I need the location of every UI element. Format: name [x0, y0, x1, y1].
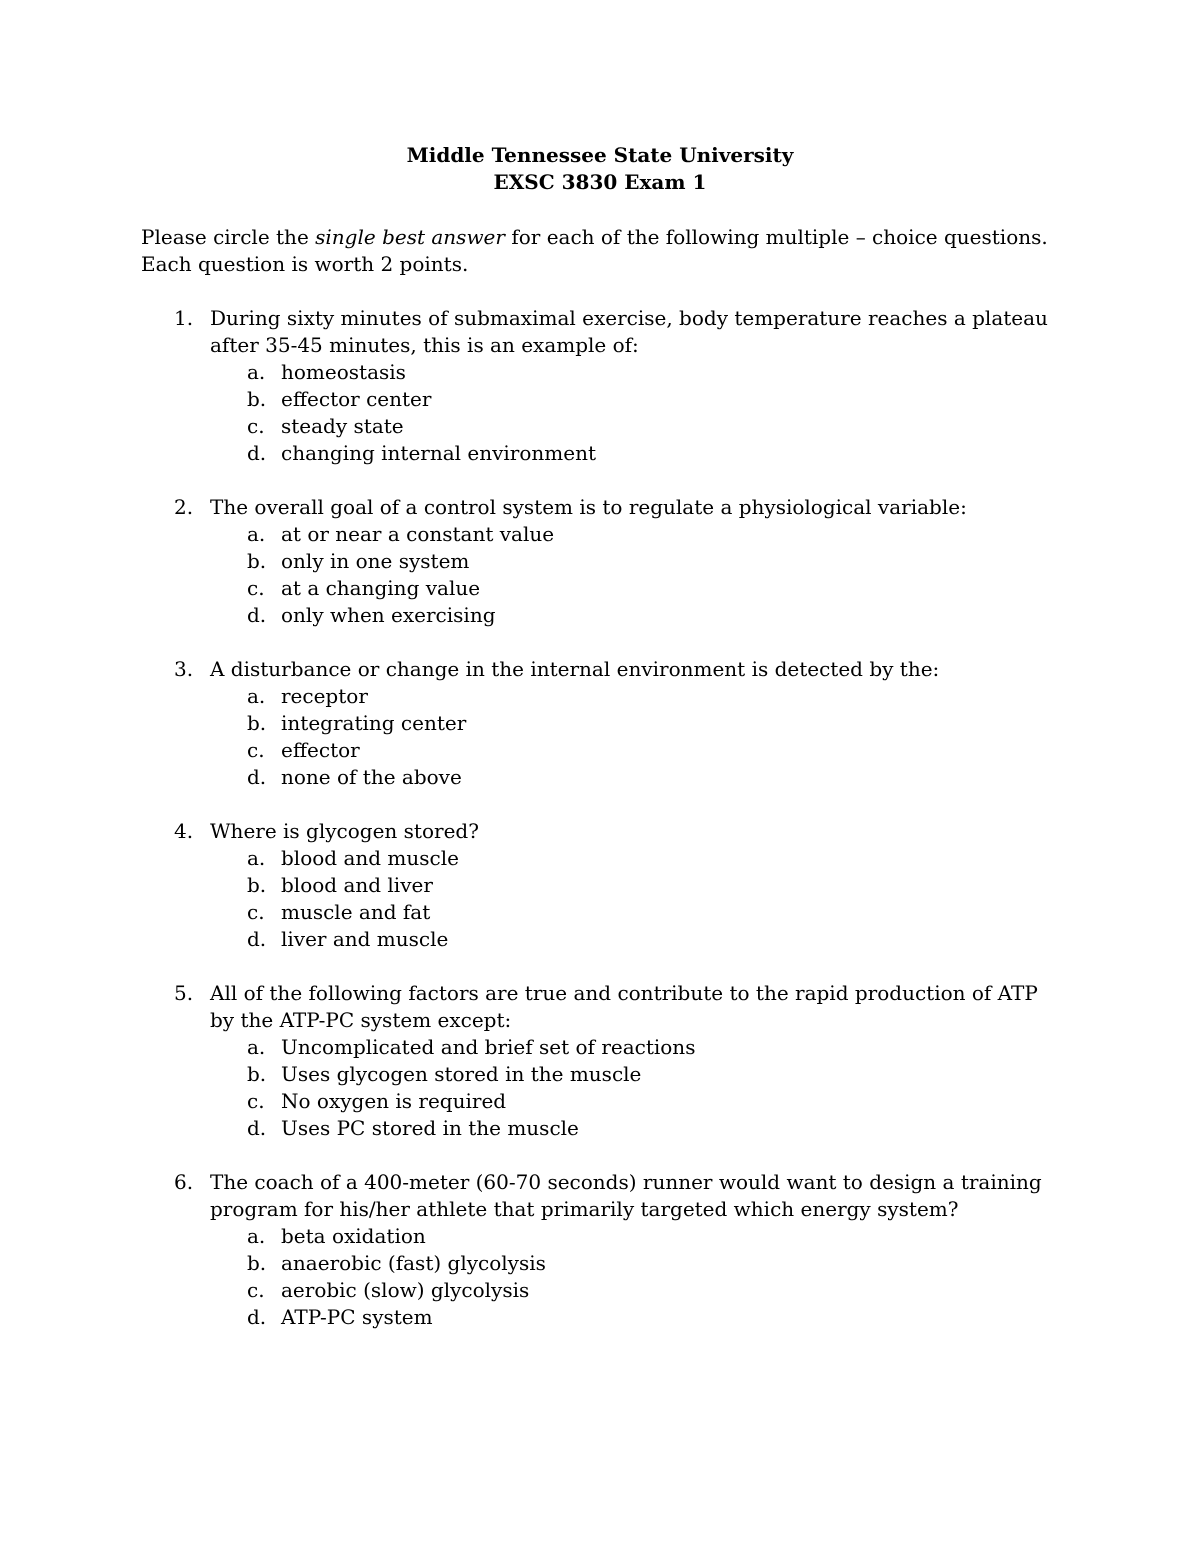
option-letter: a.: [247, 846, 266, 870]
option-letter: a.: [247, 1224, 266, 1248]
university-title: Middle Tennessee State University: [406, 143, 794, 167]
option-letter: a.: [247, 684, 266, 708]
option-text: ATP-PC system: [281, 1305, 433, 1329]
option-letter: d.: [247, 603, 267, 627]
option-text: steady state: [281, 414, 404, 438]
option-letter: b.: [247, 549, 267, 573]
option-text: at a changing value: [281, 576, 481, 600]
answer-option-b[interactable]: [0, 386, 1200, 413]
option-text: homeostasis: [281, 360, 406, 384]
option-letter: c.: [247, 414, 265, 438]
option-letter: d.: [247, 765, 267, 789]
question-number: 2.: [174, 495, 194, 519]
option-letter: a.: [247, 1035, 266, 1059]
question-text: The overall goal of a control system is to regulate a physiological variable:: [210, 495, 967, 519]
option-letter: d.: [247, 1305, 267, 1329]
answer-option-c[interactable]: [0, 1277, 1200, 1304]
question-4: [0, 818, 1200, 953]
option-letter: c.: [247, 900, 265, 924]
answer-option-d[interactable]: [0, 1304, 1200, 1331]
question-number: 3.: [174, 657, 194, 681]
question-5: [0, 980, 1200, 1142]
question-text: A disturbance or change in the internal environment is detected by the:: [210, 657, 940, 681]
option-text: only when exercising: [281, 603, 496, 627]
answer-option-d[interactable]: [0, 764, 1200, 791]
option-letter: a.: [247, 360, 266, 384]
answer-option-a[interactable]: [0, 845, 1200, 872]
option-letter: c.: [247, 1089, 265, 1113]
answer-option-d[interactable]: [0, 1115, 1200, 1142]
option-text: at or near a constant value: [281, 522, 555, 546]
option-text: effector center: [281, 387, 432, 411]
option-letter: a.: [247, 522, 266, 546]
answer-option-c[interactable]: [0, 1088, 1200, 1115]
option-letter: c.: [247, 576, 265, 600]
answer-option-a[interactable]: [0, 683, 1200, 710]
option-text: blood and liver: [281, 873, 433, 897]
question-number: 5.: [174, 981, 194, 1005]
option-text: aerobic (slow) glycolysis: [281, 1278, 530, 1302]
option-text: liver and muscle: [281, 927, 449, 951]
option-letter: d.: [247, 441, 267, 465]
exam-header: [0, 142, 1200, 196]
exam-title: EXSC 3830 Exam 1: [493, 170, 707, 194]
option-text: blood and muscle: [281, 846, 459, 870]
question-1: [0, 305, 1200, 467]
question-text: Where is glycogen stored?: [210, 819, 479, 843]
instructions-line-1: [141, 224, 1101, 251]
option-letter: c.: [247, 738, 265, 762]
question-list: [0, 305, 1200, 1358]
option-letter: c.: [247, 1278, 265, 1302]
option-letter: b.: [247, 387, 267, 411]
option-text: receptor: [281, 684, 368, 708]
answer-option-d[interactable]: [0, 602, 1200, 629]
option-letter: b.: [247, 1251, 267, 1275]
instructions-post: for each of the following multiple – choice questions.: [504, 225, 1048, 249]
option-text: anaerobic (fast) glycolysis: [281, 1251, 546, 1275]
question-number: 1.: [174, 306, 194, 330]
option-text: integrating center: [281, 711, 467, 735]
question-6: [0, 1169, 1200, 1331]
option-text: muscle and fat: [281, 900, 431, 924]
question-3: [0, 656, 1200, 791]
instructions: [141, 224, 1101, 278]
question-text: During sixty minutes of submaximal exercise, body temperature reaches a plateau after 35-45 minutes, this is an example of:: [210, 306, 1048, 357]
answer-option-c[interactable]: [0, 575, 1200, 602]
question-number: 6.: [174, 1170, 194, 1194]
question-text: All of the following factors are true and contribute to the rapid production of ATP by the ATP-PC system except:: [210, 981, 1038, 1032]
option-text: beta oxidation: [281, 1224, 426, 1248]
option-letter: d.: [247, 927, 267, 951]
answer-option-a[interactable]: [0, 1223, 1200, 1250]
answer-option-b[interactable]: [0, 1250, 1200, 1277]
answer-option-c[interactable]: [0, 413, 1200, 440]
answer-option-c[interactable]: [0, 899, 1200, 926]
answer-option-a[interactable]: [0, 359, 1200, 386]
option-letter: d.: [247, 1116, 267, 1140]
question-2: [0, 494, 1200, 629]
instructions-emphasis: single best answer: [315, 225, 505, 249]
instructions-line-2: Each question is worth 2 points.: [141, 252, 469, 276]
instructions-pre: Please circle the: [141, 225, 316, 249]
option-text: none of the above: [281, 765, 462, 789]
option-text: Uses glycogen stored in the muscle: [281, 1062, 642, 1086]
answer-option-b[interactable]: [0, 872, 1200, 899]
option-text: No oxygen is required: [281, 1089, 507, 1113]
option-letter: b.: [247, 711, 267, 735]
answer-option-a[interactable]: [0, 521, 1200, 548]
question-number: 4.: [174, 819, 194, 843]
option-letter: b.: [247, 1062, 267, 1086]
question-text: The coach of a 400-meter (60-70 seconds) runner would want to design a training program for his/her athlete that primarily targeted which energy system?: [210, 1170, 1042, 1221]
answer-option-b[interactable]: [0, 1061, 1200, 1088]
option-text: only in one system: [281, 549, 470, 573]
answer-option-d[interactable]: [0, 926, 1200, 953]
option-letter: b.: [247, 873, 267, 897]
answer-option-c[interactable]: [0, 737, 1200, 764]
option-text: changing internal environment: [281, 441, 597, 465]
answer-option-b[interactable]: [0, 548, 1200, 575]
option-text: Uncomplicated and brief set of reactions: [281, 1035, 696, 1059]
answer-option-b[interactable]: [0, 710, 1200, 737]
answer-option-a[interactable]: [0, 1034, 1200, 1061]
option-text: Uses PC stored in the muscle: [281, 1116, 579, 1140]
answer-option-d[interactable]: [0, 440, 1200, 467]
option-text: effector: [281, 738, 360, 762]
